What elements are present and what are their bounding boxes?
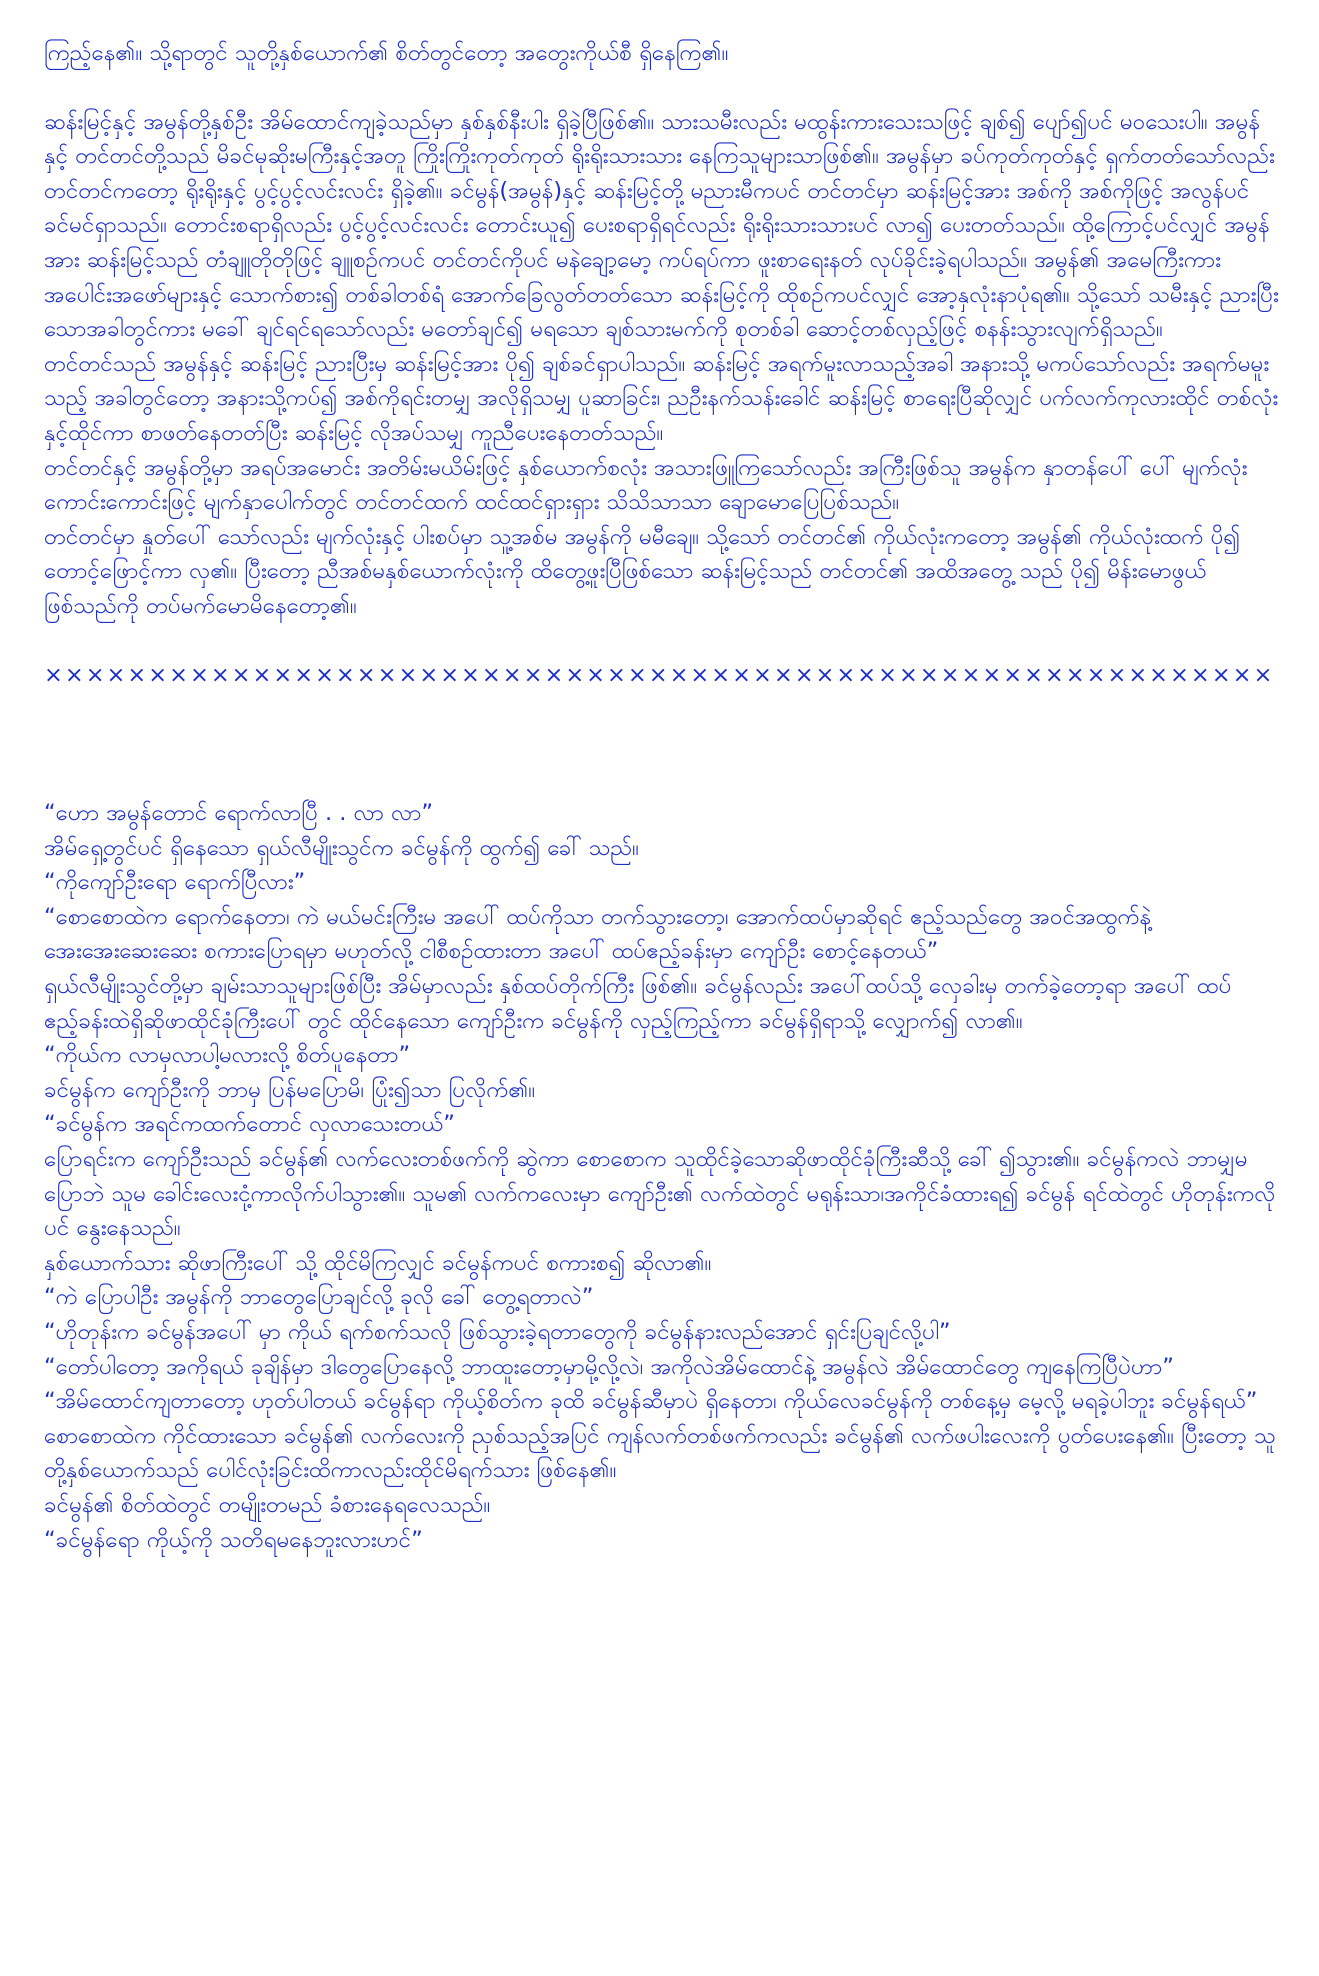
- narration-line: စောစောထဲက ကိုင်ထားသော ခင်မွန်၏ လက်လေးကို ညှစ်သည့်အပြင် ကျန်လက်တစ်ဖက်ကလည်း ခင်မွန်၏ လက်ဖပါးလေးကို ပွတ်ပေးနေ၏။ ပြီးတော့ သူတို့နှစ်ယောက်သည် ပေါင်လုံးခြင်းထိကာလည်းထိုင်မိရက်သား ဖြစ်နေ၏။: [44, 1422, 1276, 1484]
- body-paragraph: တင်တင်မှာ နှုတ်ပေါ် သော်လည်း မျက်လုံးနှင့် ပါးစပ်မှာ သူ့အစ်မ အမွန်ကို မမီချေ။ သို့သော် တင်တင်၏ ကိုယ်လုံးကတော့ အမွန်၏ ကိုယ်လုံးထက် ပို၍ တောင့်ဖြောင့်ကာ လှ၏။ ပြီးတော့ ညီအစ်မနှစ်ယောက်လုံးကို ထိတွေ့ဖူးပြီဖြစ်သော ဆန်းမြင့်သည် တင်တင်၏ အထိအတွေ့ သည် ပို၍ မိန်းမောဖွယ်ဖြစ်သည်ကို တပ်မက်မောမိနေတော့၏။: [44, 523, 1241, 619]
- narration-line: အိမ်ရှေ့တွင်ပင် ရှိနေသော ရှယ်လီမျိုးသွင်က ခင်မွန်ကို ထွက်၍ ခေါ် သည်။: [44, 834, 639, 861]
- narration-line: ခင်မွန်၏ စိတ်ထဲတွင် တမျိုးတမည် ခံစားနေရလေသည်။: [44, 1491, 491, 1518]
- dialogue-line: “ခင်မွန်က အရင်ကထက်တောင် လှလာသေးတယ်”: [44, 1111, 455, 1138]
- narration-line: နှစ်ယောက်သား ဆိုဖာကြီးပေါ် သို့ ထိုင်မိကြလျှင် ခင်မွန်ကပင် စကားစ၍ ဆိုလာ၏။: [44, 1249, 712, 1276]
- spacer: [44, 71, 1279, 105]
- body-paragraph: တင်တင်သည် အမွန်နှင့် ဆန်းမြင့် ညားပြီးမှ ဆန်းမြင့်အား ပို၍ ချစ်ခင်ရှာပါသည်။ ဆန်းမြင့် အရက်မူးလာသည့်အခါ အနားသို့ မကပ်သော်လည်း အရက်မမူးသည့် အခါတွင်တော့ အနားသို့ကပ်၍ အစ်ကိုရင်းတမျှ အလိုရှိသမျှ ပူဆာခြင်း၊ ညဦးနက်သန်းခေါင် ဆန်းမြင့် စာရေးပြီဆိုလျှင် ပက်လက်ကုလားထိုင် တစ်လုံးနှင့်ထိုင်ကာ စာဖတ်နေတတ်ပြီး ဆန်းမြင့် လိုအပ်သမျှ ကူညီပေးနေတတ်သည်။: [44, 350, 1279, 446]
- body-paragraph: ဆန်းမြင့်နှင့် အမွန်တို့နှစ်ဦး အိမ်ထောင်ကျခဲ့သည်မှာ နှစ်နှစ်နီးပါး ရှိခဲ့ပြီဖြစ်၏။ သားသမီးလည်း မထွန်းကားသေးသဖြင့် ချစ်၍ ပျော်၍ပင် မဝသေးပါ။ အမွန်နှင့် တင်တင်တို့သည် မိခင်မုဆိုးမကြီးနှင့်အတူ ကြိုးကြိုးကုတ်ကုတ် ရိုးရိုးသားသား နေကြသူများသာဖြစ်၏။ အမွန်မှာ ခပ်ကုတ်ကုတ်နှင့် ရှက်တတ်သော်လည်း တင်တင်ကတော့ ရိုးရိုးနှင့် ပွင့်ပွင့်လင်းလင်း ရှိခဲ့၏။ ခင်မွန်(အမွန်)နှင့် ဆန်းမြင့်တို့ မညားမီကပင် တင်တင်မှာ ဆန်းမြင့်အား အစ်ကို အစ်ကိုဖြင့် အလွန်ပင် ခင်မင်ရှာသည်။ တောင်းစရာရှိလည်း ပွင့်ပွင့်လင်းလင်း တောင်းယူ၍ ပေးစရာရှိရင်လည်း ရိုးရိုးသားသားပင် လာ၍ ပေးတတ်သည်။ ထို့ကြောင့်ပင်လျှင် အမွန်အား ဆန်းမြင့်သည် တံချူတိုတိုဖြင့် ချူစဉ်ကပင် တင်တင်ကိုပင် မနဲချော့မော့ ကပ်ရပ်ကာ ဖူးစာရေးနတ် လုပ်ခိုင်းခဲ့ရပါသည်။ အမွန်၏ အမေကြီးကား အပေါင်းအဖော်များနှင့် သောက်စား၍ တစ်ခါတစ်ရံ အောက်ခြေလွတ်တတ်သော ဆန်းမြင့်ကို ထိုစဉ်ကပင်လျှင် အော့နှလုံးနာပုံရ၏။ သို့သော် သမီးနှင့် ညားပြီးသောအခါတွင်ကား မခေါ် ချင်ရင်ရသော်လည်း မတော်ချင်၍ မရသော ချစ်သားမက်ကို စုတစ်ခါ ဆောင့်တစ်လှည့်ဖြင့် စနန်းသွားလျက်ရှိသည်။: [44, 108, 1279, 343]
- dialogue-line: “ကဲ ပြောပါဦး အမွန်ကို ဘာတွေပြောချင်လို့ ခုလို ခေါ် တွေ့ရတာလဲ”: [44, 1284, 594, 1311]
- narration-line: ခင်မွန်က ကျော်ဦးကို ဘာမှ ပြန်မပြောမိ၊ ပြုံး၍သာ ပြလိုက်၏။: [44, 1076, 536, 1103]
- spacer: [44, 624, 1279, 658]
- dialogue-line: “ဟော အမွန်တောင် ရောက်လာပြီ . . လာ လာ”: [44, 800, 434, 827]
- dialogue-line: “စောစောထဲက ရောက်နေတာ၊ ကဲ မယ်မင်းကြီးမ အပေါ် ထပ်ကိုသာ တက်သွားတော့၊ အောက်ထပ်မှာဆိုရင် ဧည့်သည်တွေ အဝင်အထွက်နဲ့ အေးအေးဆေးဆေး စကားပြောရမှာ မဟုတ်လို့ ငါစီစဉ်ထားတာ အပေါ် ထပ်ဧည့်ခန်းမှာ ကျော်ဦး စောင့်နေတယ်”: [44, 903, 1152, 965]
- narration-line: ရှယ်လီမျိုးသွင်တို့မှာ ချမ်းသာသူများဖြစ်ပြီး အိမ်မှာလည်း နှစ်ထပ်တိုက်ကြီး ဖြစ်၏။ ခင်မွန်လည်း အပေါ်ထပ်သို့ လှေခါးမှ တက်ခဲ့တော့ရာ အပေါ် ထပ်ဧည့်ခန်းထဲရှိဆိုဖာထိုင်ခုံကြီးပေါ် တွင် ထိုင်နေသော ကျော်ဦးက ခင်မွန်ကို လှည့်ကြည့်ကာ ခင်မွန်ရှိရာသို့ လျှောက်၍ လာ၏။: [44, 973, 1232, 1034]
- narration-line: ပြောရင်းက ကျော်ဦးသည် ခင်မွန်၏ လက်လေးတစ်ဖက်ကို ဆွဲကာ စောစောက သူထိုင်ခဲ့သောဆိုဖာထိုင်ခုံကြီးဆီသို့ ခေါ် ၍သွား၏။ ခင်မွန်ကလဲ ဘာမျှမပြောဘဲ သူမ ခေါင်းလေးငုံ့ကာလိုက်ပါသွား၏။ သူမ၏ လက်ကလေးမှာ ကျော်ဦး၏ လက်ထဲတွင် မရုန်းသာ၊အကိုင်ခံထားရ၍ ခင်မွန် ရင်ထဲတွင် ဟိုတုန်းကလိုပင် နွေးနေသည်။: [44, 1146, 1276, 1242]
- dialogue-line: “ခင်မွန်ရော ကိုယ့်ကို သတိရမနေဘူးလားဟင်”: [44, 1526, 423, 1553]
- dialogue-line: “ကိုယ်က လာမှလာပါ့မလားလို့ စိတ်ပူနေတာ”: [44, 1042, 411, 1069]
- dialogue-line: “ကိုကျော်ဦးရော ရောက်ပြီလား”: [44, 869, 306, 896]
- section-separator: ×××××××××××××××××××××××××××××××××××××××××××××××××××××××××××: [44, 661, 1275, 688]
- intro-paragraph: ကြည့်နေ၏။ သို့ရာတွင် သူတို့နှစ်ယောက်၏ စိတ်တွင်တော့ အတွေးကိုယ်စီ ရှိနေကြ၏။: [44, 40, 729, 66]
- spacer: [44, 692, 1279, 796]
- dialogue-section: [44, 796, 1279, 1557]
- body-paragraph: တင်တင်နှင့် အမွန်တို့မှာ အရပ်အမောင်း အတိမ်းမယိမ်းဖြင့် နှစ်ယောက်စလုံး အသားဖြူကြသော်လည်း အကြီးဖြစ်သူ အမွန်က နှာတန်ပေါ် ပေါ် မျက်လုံးကောင်းကောင်းဖြင့် မျက်နှာပေါက်တွင် တင်တင်ထက် ထင်ထင်ရှားရှား သိသိသာသာ ချောမောပြေပြစ်သည်။: [44, 454, 1248, 516]
- dialogue-line: “တော်ပါတော့ အကိုရယ် ခုချိန်မှာ ဒါတွေပြောနေလို့ ဘာထူးတော့မှာမို့လို့လဲ၊ အကိုလဲအိမ်ထောင်နဲ့ အမွန်လဲ အိမ်ထောင်တွေ ကျနေကြပြီပဲဟာ”: [44, 1353, 1174, 1380]
- dialogue-line: “ဟိုတုန်းက ခင်မွန်အပေါ် မှာ ကိုယ် ရက်စက်သလို ဖြစ်သွားခဲ့ရတာတွေကို ခင်မွန်နားလည်အောင် ရှင်းပြချင်လို့ပါ”: [44, 1319, 951, 1345]
- dialogue-line: “အိမ်ထောင်ကျတာတော့ ဟုတ်ပါတယ် ခင်မွန်ရာ ကိုယ့်စိတ်က ခုထိ ခင်မွန်ဆီမှာပဲ ရှိနေတာ၊ ကိုယ်လေခင်မွန်ကို တစ်နေ့မှ မေ့လို့ မရခဲ့ပါဘူး ခင်မွန်ရယ်”: [44, 1388, 1258, 1415]
